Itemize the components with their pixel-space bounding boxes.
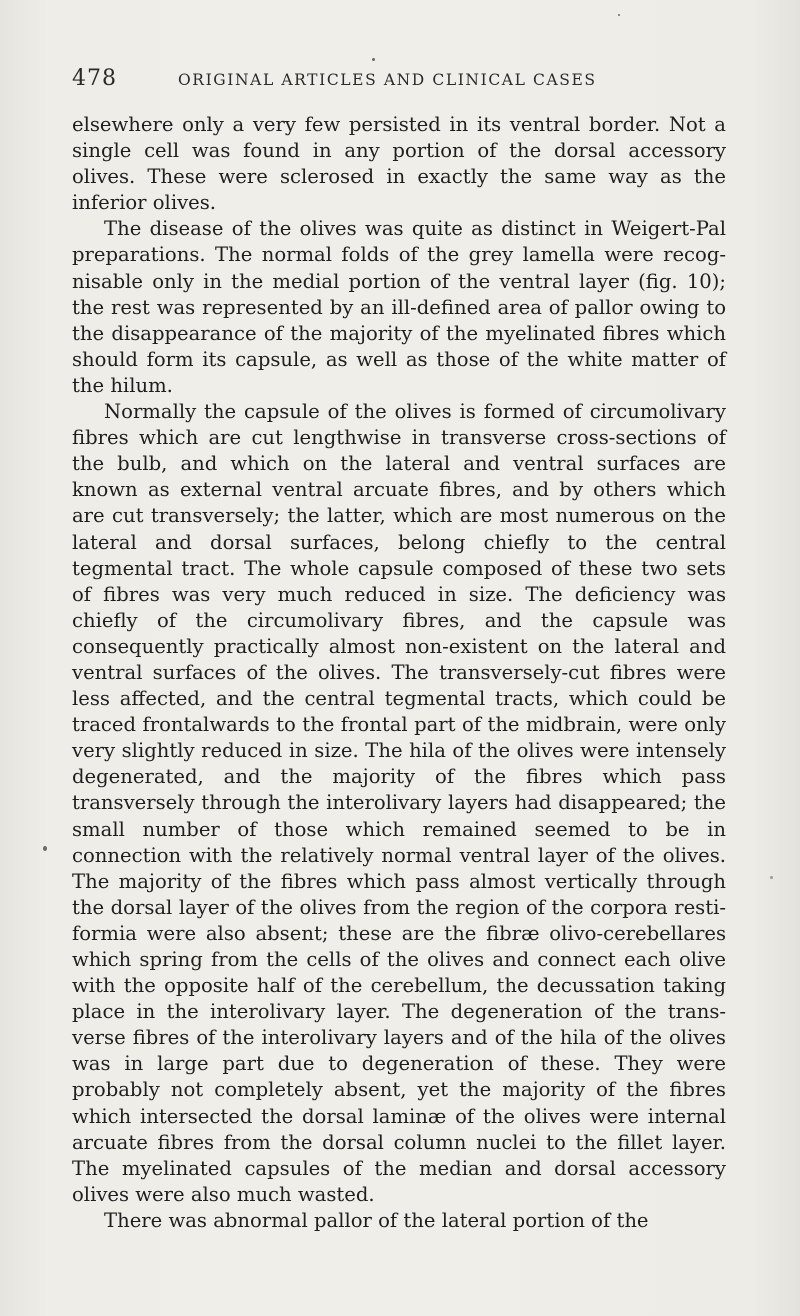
page-header: [72, 66, 632, 96]
running-head: ORIGINAL ARTICLES AND CLINICAL CASES: [178, 71, 597, 89]
paper-speck: [43, 846, 47, 851]
page-number: 478: [72, 66, 117, 91]
paragraph-capsule: Normally the capsule of the olives is formed of circumolivary fibres which are cut lengthwise in transverse cross-sections of the bulb, and which on the lateral and ventral surfaces are known as external ventral arcuate fibres, and by others which are cut transversely; the latter, which are most numerous on the lateral and dorsal surfaces, belong chiefly to the central tegmental tract. The whole capsule composed of these two sets of fibres was very much reduced in size. The deficiency was chiefly of the circumolivary fibres, and the capsule was consequently practically almost non-existent on the lateral and ventral surfaces of the olives. The transversely-cut fibres were less affected, and the central tegmental tracts, which could be traced frontalwards to the frontal part of the midbrain, were only very slightly reduced in size. The hila of the olives were intensely degenerated, and the majority of the fibres which pass transversely through the interolivary layers had disappeared; the small number of those which remained seemed to be in connection with the relatively normal ventral layer of the olives. The majority of the fibres which pass almost vertically through the dorsal layer of the olives from the region of the corpora restiformia were also absent; these are the fibræ olivo-cerebellares which spring from the cells of the olives and connect each olive with the opposite half of the cerebellum, the decussation taking place in the interolivary layer. The degeneration of the transverse fibres of the interolivary layers and of the hila of the olives was in large part due to degeneration of these. They were probably not completely absent, yet the majority of the fibres which intersected the dorsal laminæ of the olives were internal arcuate fibres from the dorsal column nuclei to the fillet layer. The myelinated capsules of the median and dorsal accessory olives were also much wasted.: [72, 400, 726, 1206]
paragraph-continued: elsewhere only a very few persisted in its ventral border. Not a single cell was found in any portion of the dorsal accessory olives. These were sclerosed in exactly the same way as the inferior olives.: [72, 113, 726, 215]
paper-speck: [618, 14, 620, 16]
paper-speck: [770, 876, 773, 879]
paper-speck: [372, 58, 375, 61]
body-text: [72, 112, 726, 1234]
paragraph-weigert-pal: The disease of the olives was quite as distinct in Weigert-Pal preparations. The normal folds of the grey lamella were recognisable only in the medial portion of the ventral layer (fig. 10); the rest was represented by an ill-defined area of pallor owing to the disappearance of the majority of the myelinated fibres which should form its capsule, as well as those of the white matter of the hilum.: [72, 217, 726, 397]
paragraph-lateral-pallor: There was abnormal pallor of the lateral portion of the: [104, 1208, 649, 1232]
